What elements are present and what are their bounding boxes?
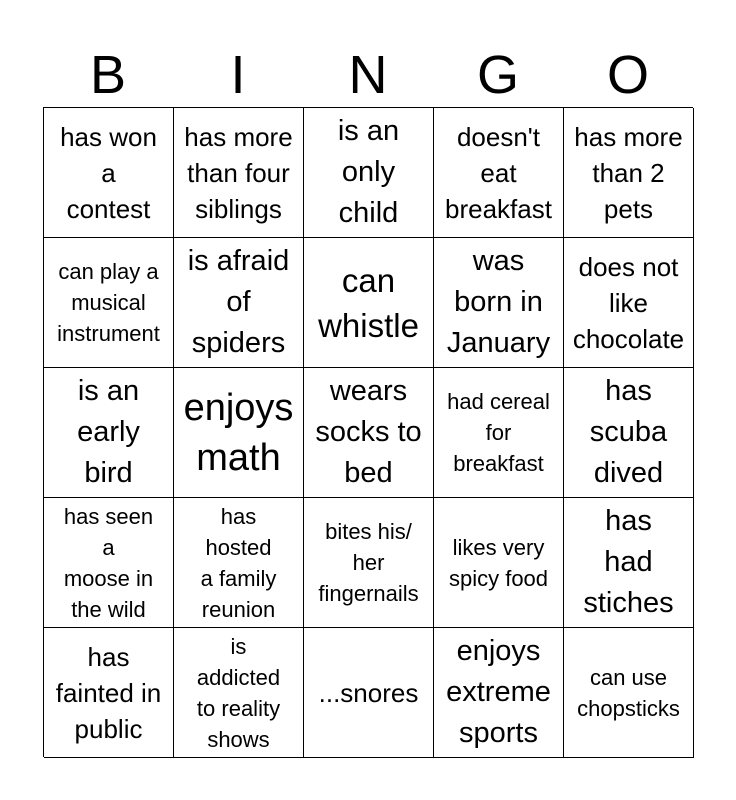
bingo-cell[interactable]: [434, 498, 564, 628]
cell-text: wears socks to bed: [315, 375, 422, 489]
bingo-cell[interactable]: [304, 628, 434, 758]
cell-text: has more than 2 pets: [574, 121, 683, 224]
cell-text: bites his/ her fingernails: [318, 519, 419, 606]
header-letter-i: I: [230, 45, 246, 105]
bingo-header: [43, 42, 693, 108]
bingo-cell[interactable]: [304, 238, 434, 368]
cell-text: has hosted a family reunion: [200, 503, 277, 622]
cell-text: can whistle: [318, 261, 419, 344]
cell-text: has fainted in public: [55, 641, 162, 744]
bingo-cell[interactable]: [174, 108, 304, 238]
cell-text: is addicted to reality shows: [196, 633, 281, 752]
cell-text: is afraid of spiders: [187, 245, 290, 359]
bingo-cell[interactable]: [434, 628, 564, 758]
cell-text: likes very spicy food: [448, 534, 549, 591]
bingo-cell[interactable]: [44, 628, 174, 758]
header-letter-b: B: [89, 45, 127, 105]
bingo-cell[interactable]: [564, 238, 694, 368]
cell-text: has had stiches: [583, 505, 674, 619]
cell-text: has won a contest: [60, 121, 157, 224]
bingo-cell[interactable]: [174, 238, 304, 368]
bingo-cell[interactable]: [564, 628, 694, 758]
bingo-cell[interactable]: [304, 108, 434, 238]
bingo-grid: [43, 107, 693, 757]
cell-text: had cereal for breakfast: [447, 389, 550, 476]
cell-text: does not like chocolate: [572, 251, 685, 354]
cell-text: is an early bird: [77, 375, 140, 489]
header-letter-n: N: [348, 45, 388, 105]
cell-text: enjoys math: [183, 386, 294, 479]
bingo-cell[interactable]: [304, 368, 434, 498]
cell-text: has scuba dived: [589, 375, 668, 489]
cell-text: ...snores: [318, 677, 419, 708]
cell-text: enjoys extreme sports: [446, 635, 551, 749]
bingo-cell[interactable]: [434, 238, 564, 368]
bingo-cell[interactable]: [564, 368, 694, 498]
header-letter-g: G: [476, 45, 519, 105]
cell-text: has more than four siblings: [184, 121, 293, 224]
cell-text: doesn't eat breakfast: [445, 121, 552, 224]
cell-text: is an only child: [337, 115, 400, 229]
bingo-cell[interactable]: [174, 498, 304, 628]
bingo-cell[interactable]: [44, 108, 174, 238]
cell-text: can play a musical instrument: [57, 259, 160, 346]
bingo-cell[interactable]: [174, 368, 304, 498]
cell-text: has seen a moose in the wild: [63, 503, 154, 622]
bingo-cell[interactable]: [44, 498, 174, 628]
header-letter-o: O: [606, 45, 649, 105]
bingo-cell[interactable]: [564, 108, 694, 238]
bingo-cell[interactable]: [44, 238, 174, 368]
bingo-cell[interactable]: [304, 498, 434, 628]
bingo-cell[interactable]: [564, 498, 694, 628]
bingo-cell[interactable]: [434, 368, 564, 498]
cell-text: can use chopsticks: [577, 664, 680, 721]
bingo-cell[interactable]: [44, 368, 174, 498]
bingo-cell[interactable]: [174, 628, 304, 758]
bingo-cell[interactable]: [434, 108, 564, 238]
cell-text: was born in January: [446, 245, 551, 359]
